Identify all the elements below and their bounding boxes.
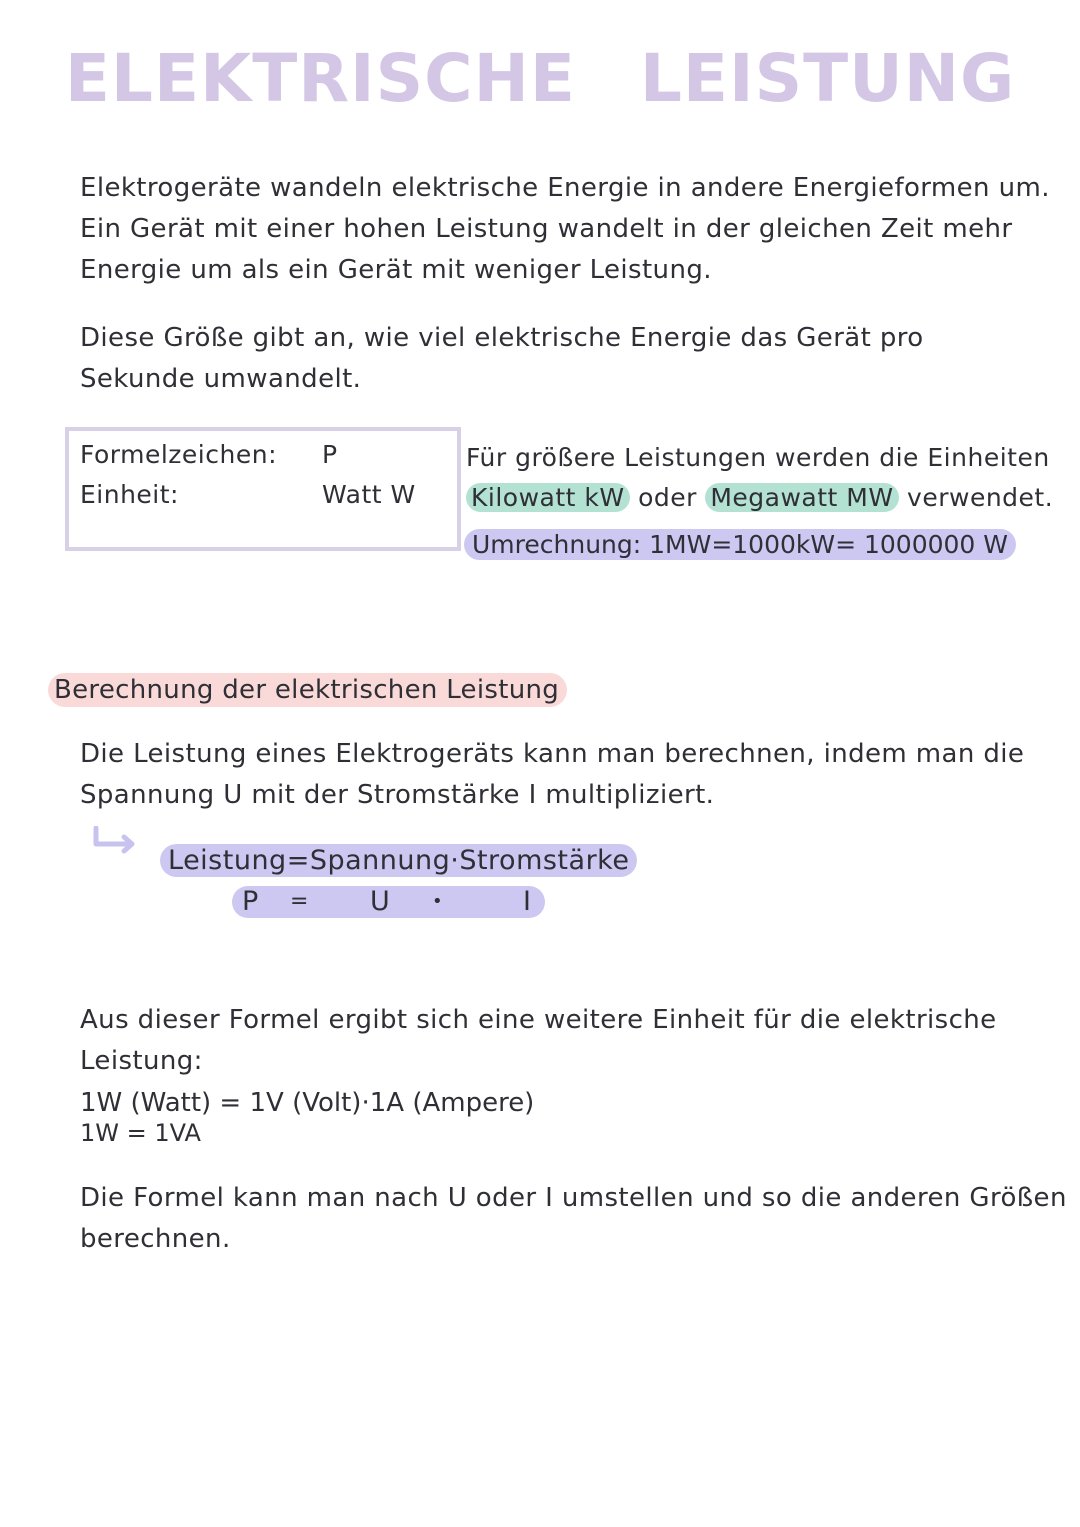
calculation-line: Die Leistung eines Elektrogeräts kann man berechnen, indem man die <box>80 739 1025 769</box>
formula-i: I <box>523 886 531 917</box>
intro-paragraph <box>80 168 1050 291</box>
formula-words-highlight: Leistung=Spannung·Stromstärke <box>160 844 637 877</box>
formula-symbols <box>232 886 545 918</box>
calculation-paragraph <box>80 734 1024 816</box>
closing-paragraph <box>80 1178 1067 1260</box>
watt-equation: 1W (Watt) = 1V (Volt)·1A (Ampere) <box>80 1088 535 1118</box>
verwendet-text: verwendet. <box>907 483 1054 512</box>
arrow-down-right-icon <box>92 826 140 856</box>
formula-words <box>160 845 637 876</box>
intro-line: Elektrogeräte wandeln elektrische Energie in andere Energieformen um. <box>80 173 1050 203</box>
closing-line: berechnen. <box>80 1224 231 1254</box>
formula-p: P <box>242 886 259 917</box>
intro-line: Ein Gerät mit einer hohen Leistung wandelt in der gleichen Zeit mehr <box>80 214 1013 244</box>
section-heading-highlight: Berechnung der elektrischen Leistung <box>48 673 567 707</box>
derived-unit-paragraph <box>80 1000 997 1082</box>
formula-symbol-label: Formelzeichen: <box>80 440 277 469</box>
kilowatt-highlight: Kilowatt kW <box>466 483 630 512</box>
closing-line: Die Formel kann man nach U oder I umstellen und so die anderen Größen <box>80 1183 1067 1213</box>
formula-dot: • <box>432 891 443 912</box>
formula-u: U <box>370 886 390 917</box>
unit-equations <box>80 1087 534 1147</box>
megawatt-highlight: Megawatt MW <box>705 483 898 512</box>
watt-va-equation: 1W = 1VA <box>80 1119 201 1147</box>
larger-units-note <box>466 438 1053 518</box>
unit-label: Einheit: <box>80 480 179 509</box>
units-note-line: Für größere Leistungen werden die Einheiten <box>466 443 1050 472</box>
conversion-highlight: Umrechnung: 1MW=1000kW= 1000000 W <box>464 529 1016 560</box>
unit-value: Watt W <box>322 480 416 509</box>
formula-equals: = <box>290 889 309 914</box>
oder-text: oder <box>638 483 697 512</box>
section-heading <box>48 675 567 705</box>
derived-line: Leistung: <box>80 1046 203 1076</box>
intro-line: Energie um als ein Gerät mit weniger Leistung. <box>80 255 712 285</box>
calculation-line: Spannung U mit der Stromstärke I multipliziert. <box>80 780 715 810</box>
formula-symbol-value: P <box>322 440 338 469</box>
derived-line: Aus dieser Formel ergibt sich eine weitere Einheit für die elektrische <box>80 1005 997 1035</box>
page-title: ELEKTRISCHE LEISTUNG <box>64 40 1016 117</box>
definition-line: Diese Größe gibt an, wie viel elektrische Energie das Gerät pro <box>80 323 924 353</box>
definition-line: Sekunde umwandelt. <box>80 364 362 394</box>
conversion-line <box>464 530 1016 559</box>
definition-paragraph <box>80 318 924 400</box>
